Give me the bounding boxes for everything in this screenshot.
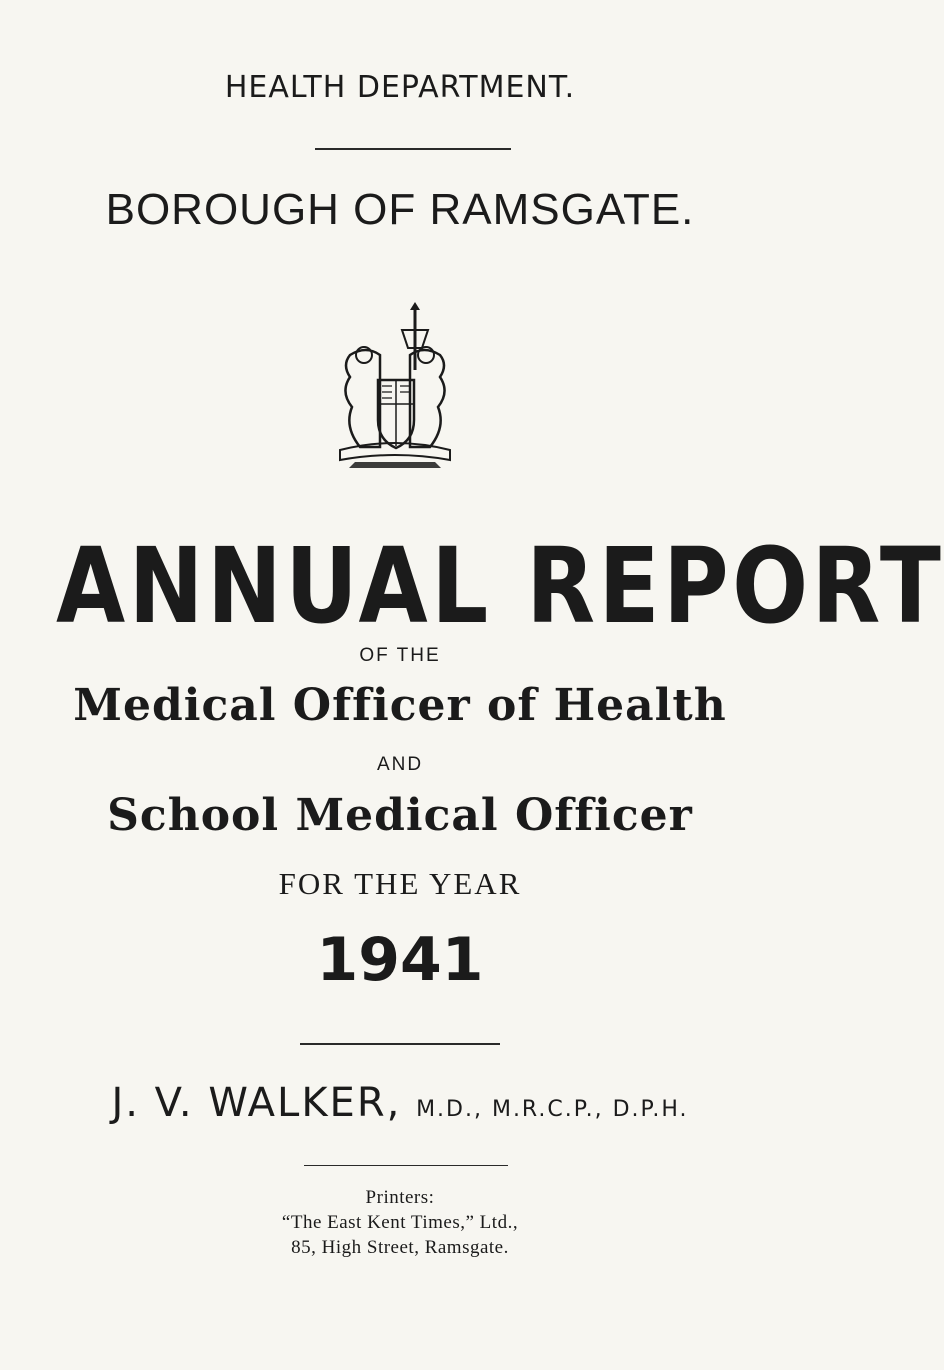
author-line bbox=[0, 1080, 800, 1126]
borough-coat-of-arms-icon bbox=[330, 300, 460, 475]
department-heading: HEALTH DEPARTMENT. bbox=[224, 70, 576, 105]
author-name: J. V. WALKER, bbox=[111, 1080, 402, 1126]
school-medical-officer-title: School Medical Officer bbox=[107, 790, 693, 841]
divider-top bbox=[315, 148, 511, 150]
medical-officer-title: Medical Officer of Health bbox=[73, 680, 727, 731]
report-title: ANNUAL REPORT bbox=[56, 525, 944, 647]
of-the-text: OF THE bbox=[359, 645, 441, 666]
borough-heading: BOROUGH OF RAMSGATE. bbox=[105, 185, 695, 234]
printers-address: 85, High Street, Ramsgate. bbox=[291, 1237, 509, 1258]
divider-bottom bbox=[304, 1165, 508, 1166]
for-the-year-text: FOR THE YEAR bbox=[278, 866, 522, 901]
divider-middle bbox=[300, 1043, 500, 1045]
and-text: AND bbox=[376, 754, 424, 775]
report-year: 1941 bbox=[316, 925, 484, 995]
author-qualifications: M.D., M.R.C.P., D.P.H. bbox=[416, 1097, 689, 1122]
printers-company: “The East Kent Times,” Ltd., bbox=[281, 1212, 519, 1233]
printers-block bbox=[0, 1185, 800, 1260]
printers-label: Printers: bbox=[365, 1187, 435, 1208]
